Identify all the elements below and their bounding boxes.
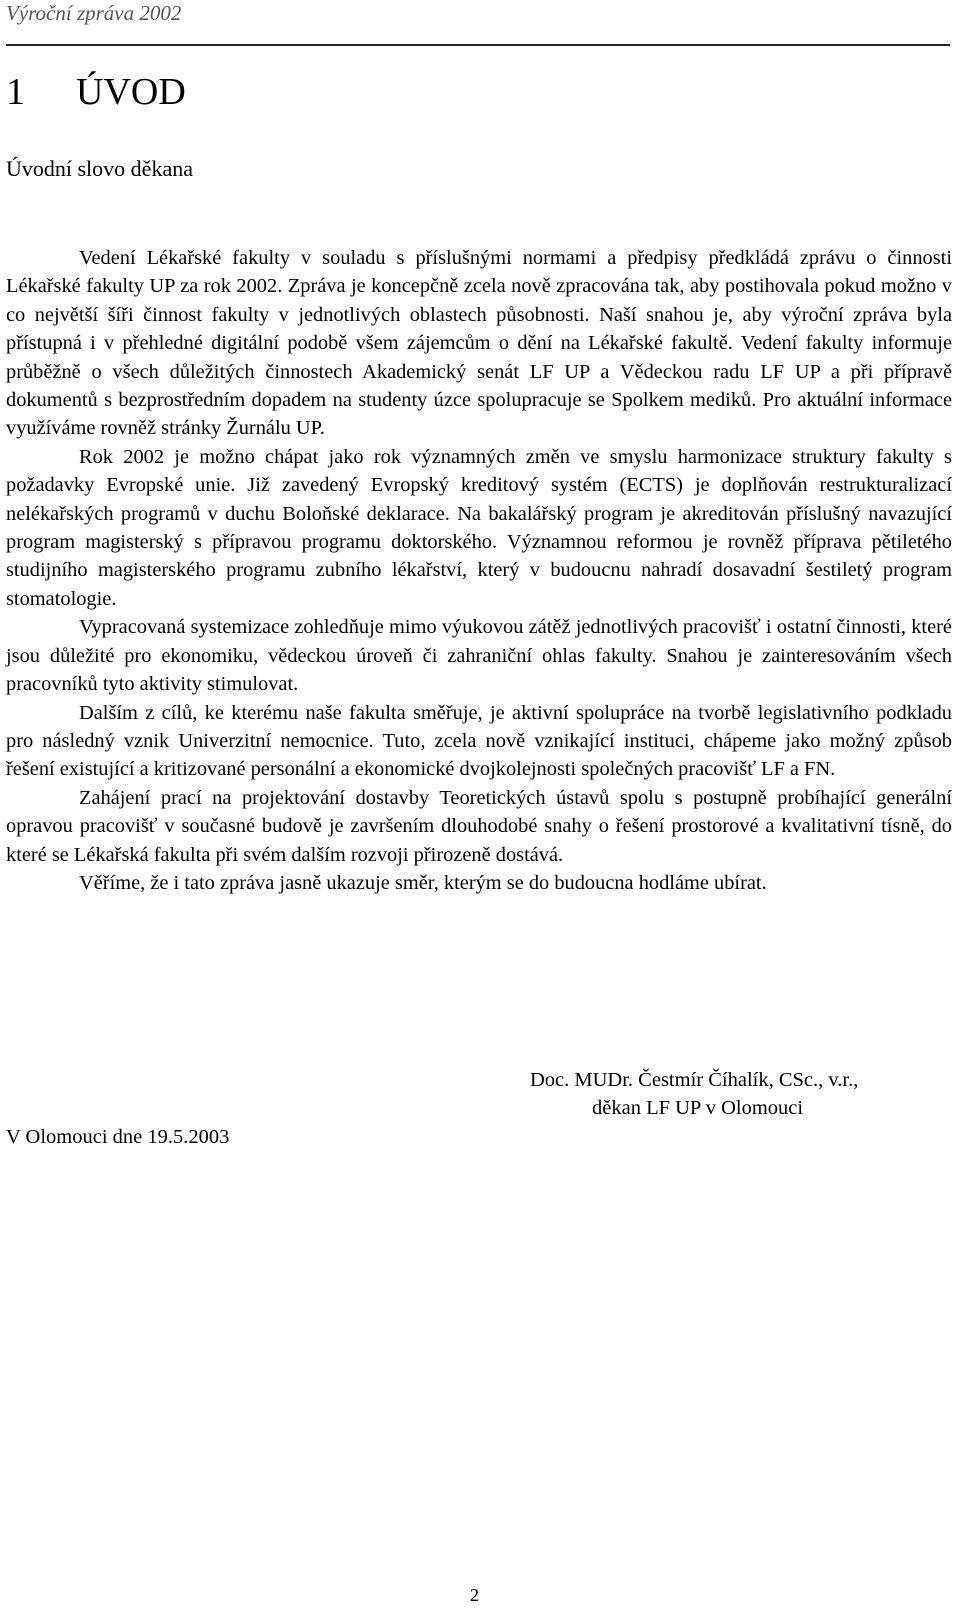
signature-block: [530, 1066, 858, 1122]
paragraph-3: Vypracovaná systemizace zohledňuje mimo výukovou zátěž jednotlivých pracovišť i ostatní činnosti, které jsou důležité pro ekonomiku, vědeckou úroveň či zahraniční ohlas fakulty. Snahou je zainteresováním všech pracovníků tyto aktivity stimulovat.: [6, 616, 952, 696]
paragraph-5: Zahájení prací na projektování dostavby Teoretických ústavů spolu s postupně probíhající generální opravou pracovišť v současné budově je završením dlouhodobé snahy o řešení prostorové a kvalitativní tísně, do které se Lékařská fakulta při svém dalším rozvoji přirozeně dostává.: [6, 786, 952, 866]
paragraph-6: Věříme, že i tato zpráva jasně ukazuje směr, kterým se do budoucna hodláme ubírat.: [79, 871, 767, 894]
paragraph-1: Vedení Lékařské fakulty v souladu s příslušnými normami a předpisy předkládá zprávu o činnosti Lékařské fakulty UP za rok 2002. Zpráva je koncepčně zcela nově zpracována tak, aby postihovala pokud možno v co největší šíři činnost fakulty v jednotlivých oblastech působnosti. Naší snahou je, aby výroční zpráva byla přístupná i v přehledné digitální podobě všem zájemcům o dění na Lékařské fakultě. Vedení fakulty informuje průběžně o všech důležitých činnostech Akademický senát LF UP a Vědeckou radu LF UP a při přípravě dokumentů s bezprostředním dopadem na studenty úzce spolupracuje se Spolkem mediků. Pro aktuální informace využíváme rovněž stránky Žurnálu UP.: [6, 247, 952, 440]
chapter-title: ÚVOD: [76, 71, 186, 113]
chapter-heading: [6, 70, 186, 114]
place-date: V Olomouci dne 19.5.2003: [6, 1126, 230, 1148]
paragraph-2: Rok 2002 je možno chápat jako rok významných změn ve smyslu harmonizace struktury fakulty s požadavky Evropské unie. Již zavedený Evropský kreditový systém (ECTS) je doplňován restrukturalizací nelékařských programů v duchu Boloňské deklarace. Na bakalářský program je akreditován příslušný navazující program magisterský s přípravou programu doktorského. Významnou reformou je rovněž příprava pětiletého studijního magisterského programu zubního lékařství, který v budoucnu nahradí dosavadní šestiletý program stomatologie.: [6, 445, 952, 610]
page-number: 2: [470, 1585, 479, 1605]
body-text: [6, 244, 952, 897]
running-header: Výroční zpráva 2002: [6, 1, 182, 25]
signature-name: Doc. MUDr. Čestmír Číhalík, CSc., v.r.,: [530, 1069, 859, 1091]
section-title: Úvodní slovo děkana: [6, 156, 193, 181]
header-rule: [6, 44, 950, 46]
signature-role: děkan LF UP v Olomouci: [592, 1097, 804, 1119]
paragraph-4: Dalším z cílů, ke kterému naše fakulta směřuje, je aktivní spolupráce na tvorbě legislativního podkladu pro následný vznik Univerzitní nemocnice. Tuto, zcela nově vznikající instituci, chápeme jako možný způsob řešení existující a kritizované personální a ekonomické dvojkolejnosti společných pracovišť LF a FN.: [6, 701, 952, 781]
chapter-number: 1: [6, 71, 25, 113]
